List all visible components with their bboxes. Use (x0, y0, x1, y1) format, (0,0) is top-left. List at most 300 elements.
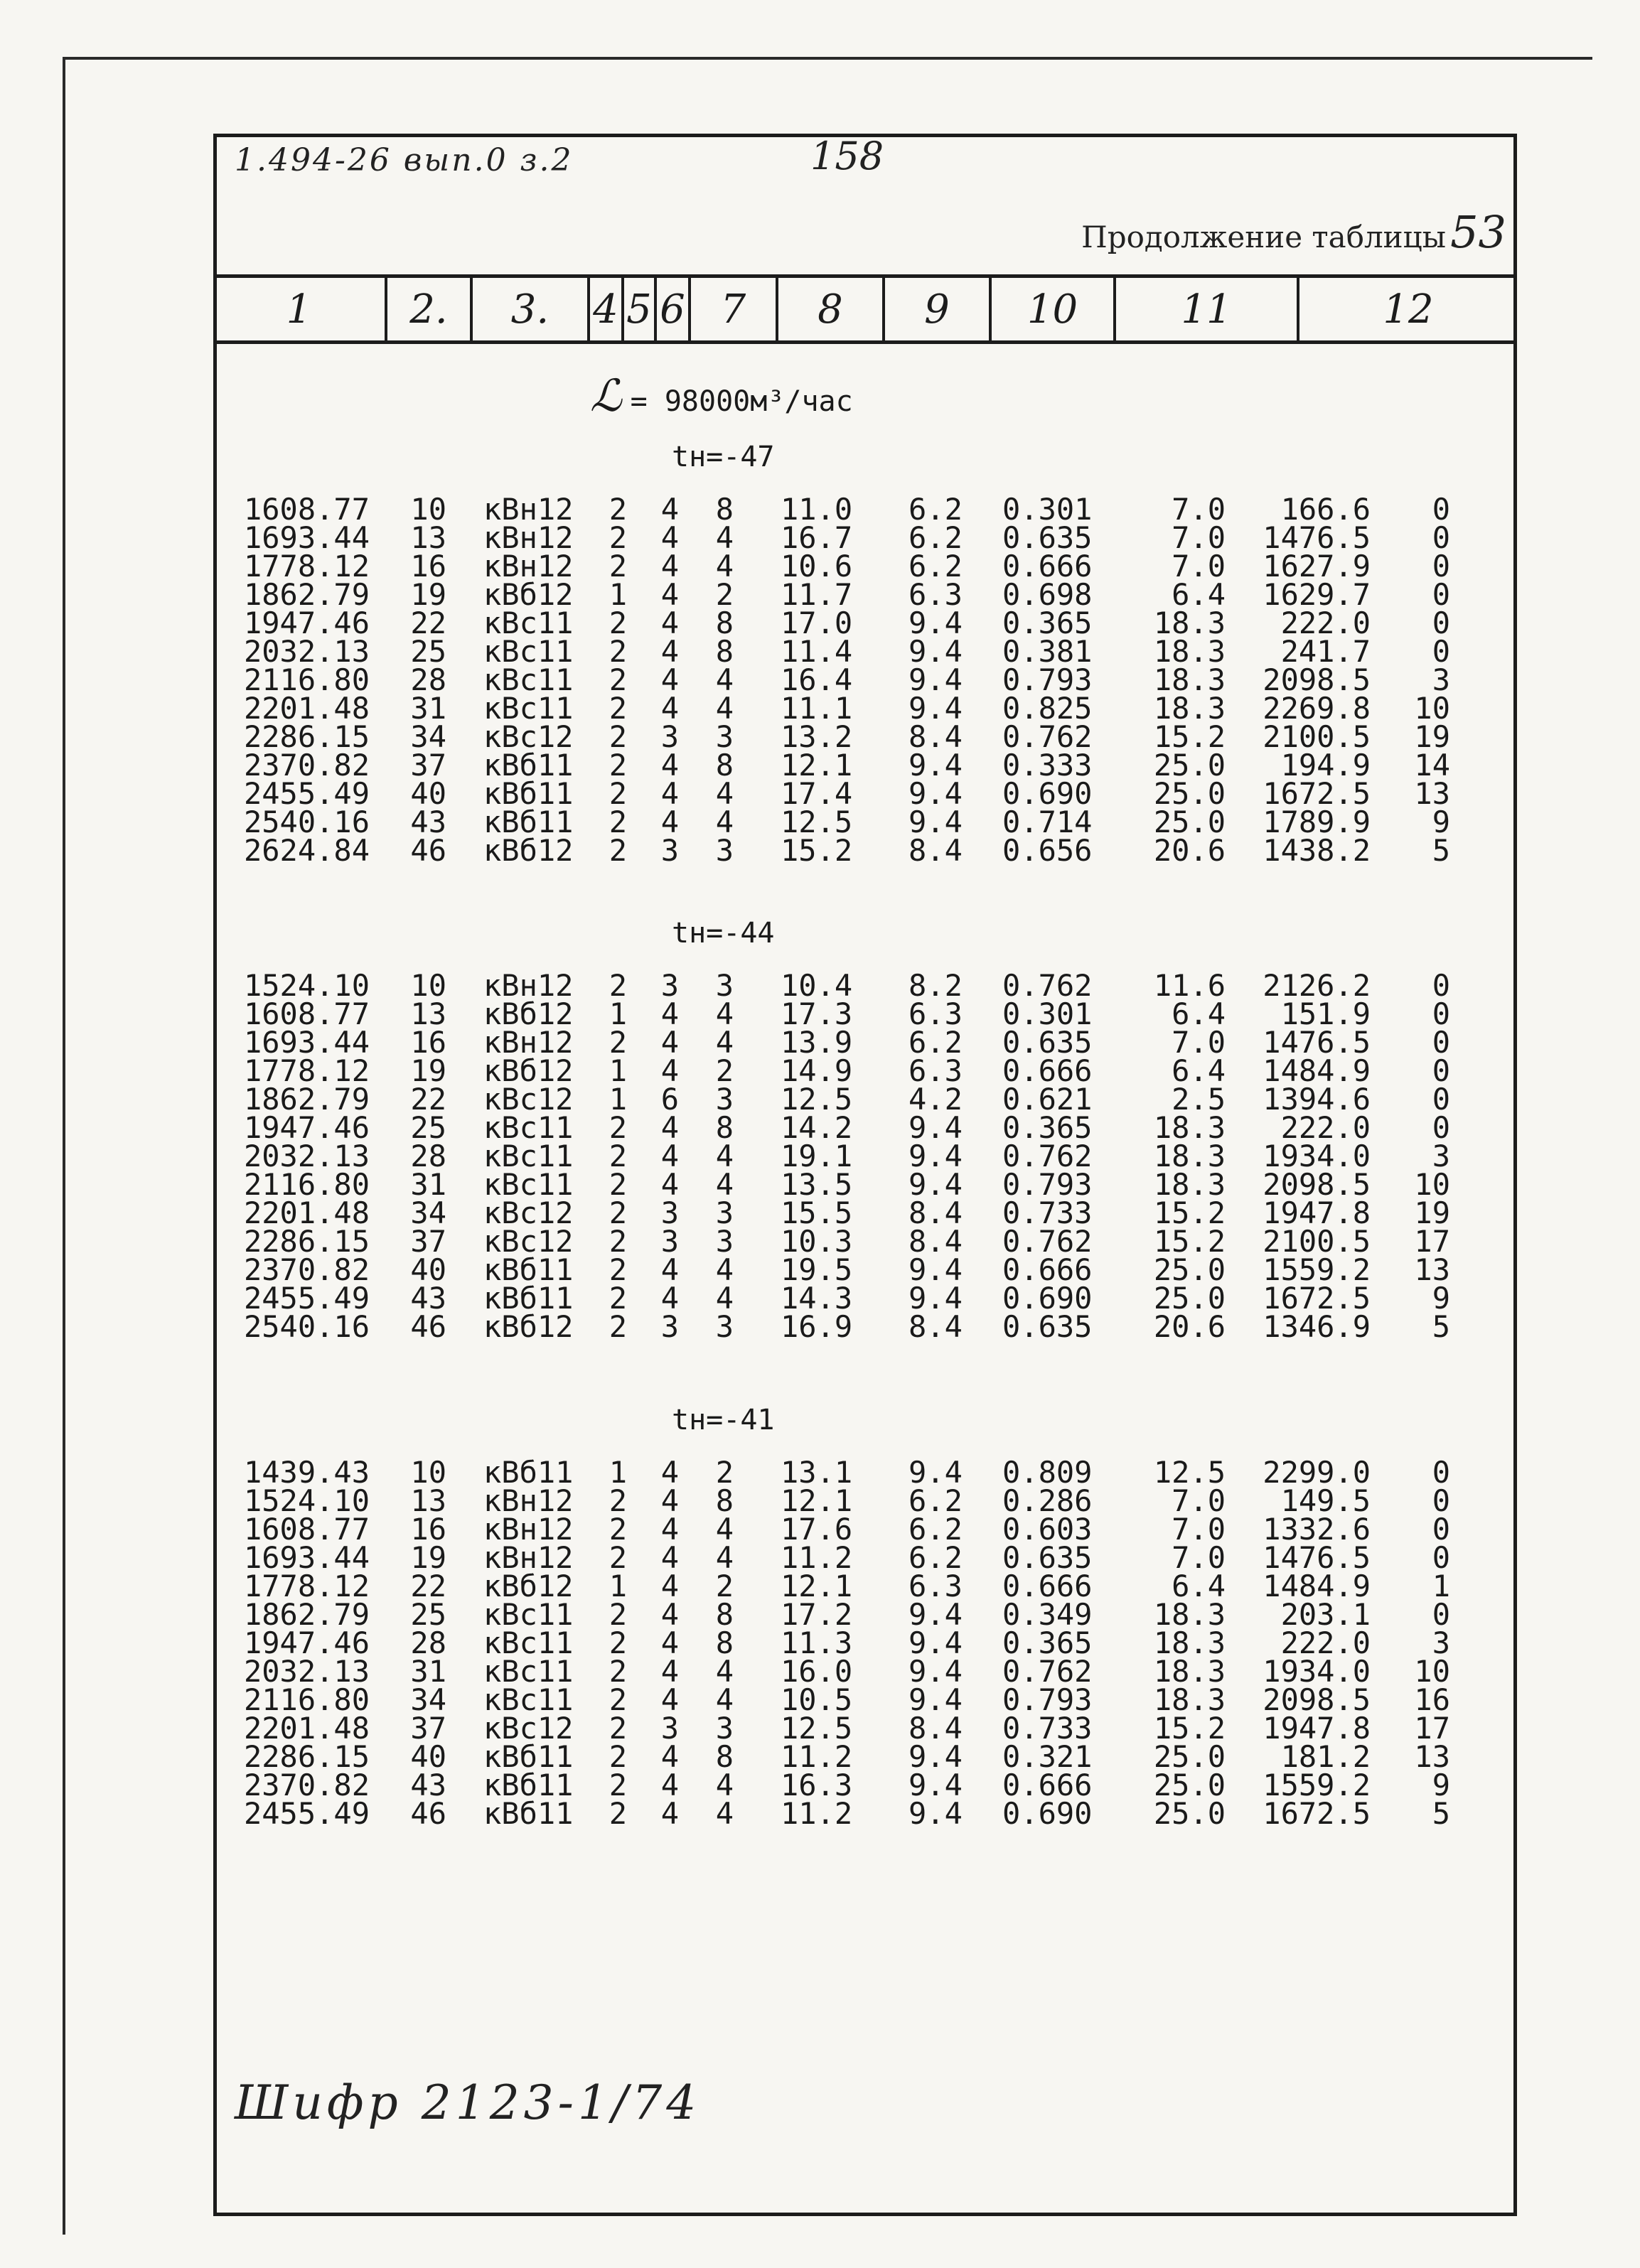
table-cell-col-10: 18.3 (1153, 1654, 1226, 1689)
table-continuation-heading (1081, 206, 1506, 258)
table-row (0, 1281, 1640, 1316)
table-cell-col-2: 10 (410, 1455, 446, 1490)
table-cell-col-10: 18.3 (1153, 1167, 1226, 1202)
table-cell-col-1: 1778.12 (243, 549, 370, 584)
table-cell-col-1: 1693.44 (243, 520, 370, 555)
table-row (0, 1025, 1640, 1060)
table-cell-col-6: 4 (715, 520, 734, 555)
table-cell-col-9: 0.825 (1002, 691, 1093, 726)
table-cell-col-6: 3 (715, 1711, 734, 1746)
table-cell-col-7: 19.5 (781, 1252, 853, 1287)
table-cell-col-7: 12.1 (781, 1483, 853, 1518)
table-cell-col-5: 4 (660, 1167, 679, 1202)
column-header-12: 12 (1383, 286, 1434, 333)
table-row (0, 1167, 1640, 1202)
table-cell-col-9: 0.809 (1002, 1455, 1093, 1490)
table-number: 53 (1450, 206, 1506, 258)
table-cell-col-12: 0 (1432, 549, 1450, 584)
table-cell-col-8: 4.2 (909, 1082, 963, 1117)
continuation-label: Продолжение таблицы (1081, 220, 1447, 254)
table-cell-col-9: 0.349 (1002, 1597, 1093, 1632)
table-cell-col-4: 2 (609, 968, 627, 1003)
column-header-1: 1 (213, 278, 387, 340)
table-cell-col-2: 40 (410, 1739, 446, 1774)
table-cell-col-12: 17 (1414, 1711, 1450, 1746)
table-cell-col-1: 2286.15 (243, 719, 370, 754)
table-cell-col-6: 8 (715, 634, 734, 669)
table-cell-col-4: 2 (609, 691, 627, 726)
table-cell-col-8: 9.4 (909, 1167, 963, 1202)
section-label: tн=-47 (672, 441, 775, 473)
table-cell-col-8: 8.4 (909, 719, 963, 754)
table-cell-col-4: 2 (609, 1512, 627, 1547)
table-cell-col-3: кВб11 (483, 776, 574, 811)
table-cell-col-2: 13 (410, 996, 446, 1031)
table-cell-col-2: 31 (410, 1167, 446, 1202)
table-cell-col-1: 2455.49 (243, 1796, 370, 1831)
table-cell-col-9: 0.762 (1002, 719, 1093, 754)
table-cell-col-7: 11.4 (781, 634, 853, 669)
table-cell-col-6: 3 (715, 1195, 734, 1230)
table-cell-col-12: 13 (1414, 776, 1450, 811)
column-header-5: 5 (624, 278, 657, 340)
table-cell-col-10: 15.2 (1153, 1195, 1226, 1230)
table-cell-col-10: 6.4 (1172, 996, 1226, 1031)
table-cell-col-9: 0.286 (1002, 1483, 1093, 1518)
table-cell-col-2: 34 (410, 1682, 446, 1717)
table-cell-col-3: кВс11 (483, 1682, 574, 1717)
table-cell-col-8: 9.4 (909, 1625, 963, 1660)
table-cell-col-2: 19 (410, 577, 446, 612)
table-row (0, 1796, 1640, 1831)
table-cell-col-3: кВс11 (483, 662, 574, 697)
table-cell-col-3: кВб12 (483, 1569, 574, 1603)
table-cell-col-2: 25 (410, 634, 446, 669)
table-cell-col-11: 2098.5 (1263, 662, 1371, 697)
table-cell-col-4: 2 (609, 1281, 627, 1316)
table-cell-col-5: 4 (660, 1654, 679, 1689)
table-cell-col-3: кВб12 (483, 577, 574, 612)
table-cell-col-10: 25.0 (1153, 1739, 1226, 1774)
table-cell-col-10: 18.3 (1153, 1110, 1226, 1145)
table-cell-col-2: 46 (410, 833, 446, 868)
table-cell-col-5: 4 (660, 1483, 679, 1518)
table-cell-col-11: 1947.8 (1263, 1195, 1371, 1230)
table-cell-col-9: 0.603 (1002, 1512, 1093, 1547)
table-cell-col-6: 2 (715, 1053, 734, 1088)
table-cell-col-7: 14.3 (781, 1281, 853, 1316)
table-row (0, 1455, 1640, 1490)
table-cell-col-9: 0.301 (1002, 996, 1093, 1031)
table-cell-col-10: 18.3 (1153, 691, 1226, 726)
table-cell-col-8: 9.4 (909, 691, 963, 726)
table-cell-col-2: 19 (410, 1540, 446, 1575)
table-cell-col-10: 25.0 (1153, 1768, 1226, 1802)
table-row (0, 691, 1640, 726)
table-cell-col-8: 6.2 (909, 549, 963, 584)
table-cell-col-8: 6.3 (909, 1569, 963, 1603)
table-row (0, 520, 1640, 555)
table-cell-col-11: 151.9 (1280, 996, 1371, 1031)
table-cell-col-5: 4 (660, 662, 679, 697)
table-cell-col-8: 8.4 (909, 1309, 963, 1344)
table-cell-col-10: 7.0 (1172, 1512, 1226, 1547)
table-row (0, 634, 1640, 669)
table-cell-col-5: 4 (660, 492, 679, 527)
table-cell-col-12: 0 (1432, 968, 1450, 1003)
table-cell-col-1: 1693.44 (243, 1540, 370, 1575)
table-cell-col-8: 9.4 (909, 1654, 963, 1689)
table-cell-col-12: 5 (1432, 833, 1450, 868)
table-cell-col-6: 4 (715, 1139, 734, 1173)
table-cell-col-11: 194.9 (1280, 748, 1371, 783)
table-cell-col-2: 22 (410, 606, 446, 640)
table-cell-col-9: 0.690 (1002, 776, 1093, 811)
table-cell-col-4: 2 (609, 492, 627, 527)
table-cell-col-6: 4 (715, 1654, 734, 1689)
table-cell-col-5: 4 (660, 1569, 679, 1603)
table-cell-col-4: 1 (609, 577, 627, 612)
table-cell-col-4: 2 (609, 1711, 627, 1746)
table-cell-col-1: 2370.82 (243, 748, 370, 783)
table-cell-col-7: 10.6 (781, 549, 853, 584)
table-cell-col-10: 11.6 (1153, 968, 1226, 1003)
section-label: tн=-44 (672, 917, 775, 950)
table-cell-col-7: 16.0 (781, 1654, 853, 1689)
table-cell-col-6: 4 (715, 1281, 734, 1316)
table-cell-col-8: 9.4 (909, 1682, 963, 1717)
table-cell-col-8: 9.4 (909, 1796, 963, 1831)
table-cell-col-3: кВб11 (483, 1455, 574, 1490)
table-cell-col-10: 18.3 (1153, 1682, 1226, 1717)
table-cell-col-2: 31 (410, 691, 446, 726)
table-cell-col-1: 2370.82 (243, 1252, 370, 1287)
table-cell-col-1: 2032.13 (243, 1139, 370, 1173)
table-cell-col-9: 0.301 (1002, 492, 1093, 527)
table-cell-col-6: 4 (715, 1540, 734, 1575)
table-cell-col-6: 4 (715, 691, 734, 726)
table-cell-col-2: 46 (410, 1309, 446, 1344)
table-cell-col-8: 9.4 (909, 1768, 963, 1802)
table-cell-col-7: 13.2 (781, 719, 853, 754)
table-cell-col-9: 0.635 (1002, 1309, 1093, 1344)
table-cell-col-11: 181.2 (1280, 1739, 1371, 1774)
table-cell-col-1: 2032.13 (243, 1654, 370, 1689)
table-cell-col-10: 7.0 (1172, 1483, 1226, 1518)
table-cell-col-12: 0 (1432, 1110, 1450, 1145)
table-cell-col-1: 2201.48 (243, 1195, 370, 1230)
table-cell-col-3: кВн12 (483, 1512, 574, 1547)
table-cell-col-3: кВс11 (483, 1167, 574, 1202)
table-cell-col-1: 2201.48 (243, 1711, 370, 1746)
table-cell-col-7: 12.1 (781, 1569, 853, 1603)
table-cell-col-5: 4 (660, 634, 679, 669)
table-cell-col-3: кВн12 (483, 549, 574, 584)
table-cell-col-9: 0.365 (1002, 1110, 1093, 1145)
table-cell-col-6: 4 (715, 805, 734, 839)
table-cell-col-2: 40 (410, 776, 446, 811)
table-cell-col-10: 18.3 (1153, 1597, 1226, 1632)
table-cell-col-4: 1 (609, 1082, 627, 1117)
table-row (0, 805, 1640, 839)
table-cell-col-10: 7.0 (1172, 492, 1226, 527)
flow-symbol: ℒ (590, 370, 622, 421)
table-cell-col-6: 8 (715, 492, 734, 527)
table-cell-col-12: 3 (1432, 1625, 1450, 1660)
table-cell-col-8: 9.4 (909, 1252, 963, 1287)
table-cell-col-7: 11.1 (781, 691, 853, 726)
table-cell-col-9: 0.793 (1002, 1682, 1093, 1717)
column-header-9: 9 (885, 278, 992, 340)
table-cell-col-3: кВб11 (483, 1768, 574, 1802)
table-cell-col-1: 1947.46 (243, 606, 370, 640)
table-cell-col-9: 0.690 (1002, 1796, 1093, 1831)
table-cell-col-7: 17.2 (781, 1597, 853, 1632)
table-cell-col-10: 7.0 (1172, 549, 1226, 584)
table-cell-col-7: 14.9 (781, 1053, 853, 1088)
table-cell-col-7: 11.2 (781, 1796, 853, 1831)
table-cell-col-8: 9.4 (909, 1739, 963, 1774)
table-cell-col-7: 17.3 (781, 996, 853, 1031)
table-cell-col-8: 9.4 (909, 1455, 963, 1490)
table-row (0, 549, 1640, 584)
table-cell-col-6: 4 (715, 1252, 734, 1287)
table-cell-col-9: 0.762 (1002, 1654, 1093, 1689)
table-cell-col-12: 10 (1414, 691, 1450, 726)
table-cell-col-8: 8.2 (909, 968, 963, 1003)
table-cell-col-3: кВс11 (483, 1139, 574, 1173)
table-row (0, 1711, 1640, 1746)
table-cell-col-12: 0 (1432, 1025, 1450, 1060)
table-cell-col-9: 0.635 (1002, 520, 1093, 555)
table-cell-col-2: 34 (410, 719, 446, 754)
table-cell-col-9: 0.635 (1002, 1025, 1093, 1060)
table-cell-col-3: кВс12 (483, 1082, 574, 1117)
table-cell-col-7: 13.1 (781, 1455, 853, 1490)
table-cell-col-5: 3 (660, 833, 679, 868)
table-cell-col-1: 2624.84 (243, 833, 370, 868)
table-cell-col-4: 2 (609, 776, 627, 811)
flow-value: = 98000м³/час (630, 385, 853, 418)
table-cell-col-9: 0.733 (1002, 1195, 1093, 1230)
table-cell-col-6: 2 (715, 1569, 734, 1603)
table-cell-col-11: 1394.6 (1263, 1082, 1371, 1117)
table-cell-col-5: 4 (660, 1281, 679, 1316)
table-cell-col-10: 15.2 (1153, 1224, 1226, 1259)
table-cell-col-8: 6.3 (909, 996, 963, 1031)
table-cell-col-10: 25.0 (1153, 805, 1226, 839)
table-cell-col-11: 1629.7 (1263, 577, 1371, 612)
table-cell-col-2: 31 (410, 1654, 446, 1689)
table-cell-col-5: 4 (660, 1139, 679, 1173)
table-row (0, 606, 1640, 640)
table-cell-col-4: 2 (609, 1796, 627, 1831)
table-cell-col-2: 25 (410, 1110, 446, 1145)
table-row (0, 719, 1640, 754)
table-cell-col-8: 6.2 (909, 1025, 963, 1060)
table-cell-col-12: 0 (1432, 1483, 1450, 1518)
table-cell-col-5: 6 (660, 1082, 679, 1117)
table-cell-col-7: 12.5 (781, 1082, 853, 1117)
table-cell-col-1: 1608.77 (243, 1512, 370, 1547)
table-cell-col-5: 4 (660, 776, 679, 811)
table-cell-col-8: 6.2 (909, 520, 963, 555)
table-cell-col-3: кВб11 (483, 805, 574, 839)
table-cell-col-6: 4 (715, 776, 734, 811)
table-cell-col-2: 16 (410, 1512, 446, 1547)
table-cell-col-10: 18.3 (1153, 634, 1226, 669)
table-cell-col-5: 3 (660, 1195, 679, 1230)
table-cell-col-4: 2 (609, 1309, 627, 1344)
table-cell-col-6: 4 (715, 1512, 734, 1547)
table-cell-col-8: 9.4 (909, 1110, 963, 1145)
table-cell-col-4: 2 (609, 1654, 627, 1689)
table-cell-col-10: 25.0 (1153, 748, 1226, 783)
table-cell-col-2: 37 (410, 1711, 446, 1746)
table-cell-col-11: 1559.2 (1263, 1252, 1371, 1287)
table-cell-col-2: 10 (410, 492, 446, 527)
table-cell-col-11: 1332.6 (1263, 1512, 1371, 1547)
table-cell-col-8: 9.4 (909, 748, 963, 783)
table-cell-col-12: 16 (1414, 1682, 1450, 1717)
table-cell-col-12: 14 (1414, 748, 1450, 783)
table-cell-col-8: 6.2 (909, 492, 963, 527)
table-cell-col-6: 4 (715, 996, 734, 1031)
table-cell-col-8: 6.2 (909, 1512, 963, 1547)
table-cell-col-5: 4 (660, 1252, 679, 1287)
table-cell-col-5: 4 (660, 691, 679, 726)
table-cell-col-9: 0.733 (1002, 1711, 1093, 1746)
table-cell-col-3: кВс11 (483, 691, 574, 726)
table-cell-col-11: 241.7 (1280, 634, 1371, 669)
table-cell-col-10: 7.0 (1172, 1540, 1226, 1575)
table-cell-col-4: 2 (609, 1768, 627, 1802)
table-cell-col-5: 4 (660, 549, 679, 584)
table-cell-col-2: 43 (410, 805, 446, 839)
table-cell-col-1: 1862.79 (243, 1597, 370, 1632)
table-cell-col-5: 4 (660, 805, 679, 839)
table-row (0, 1569, 1640, 1603)
table-cell-col-12: 17 (1414, 1224, 1450, 1259)
table-cell-col-3: кВн12 (483, 1483, 574, 1518)
table-row (0, 1224, 1640, 1259)
table-cell-col-11: 1484.9 (1263, 1569, 1371, 1603)
document-code: 1.494-26 вып.0 з.2 (235, 142, 574, 178)
table-cell-col-2: 22 (410, 1082, 446, 1117)
table-cell-col-12: 0 (1432, 492, 1450, 527)
table-cell-col-2: 28 (410, 1139, 446, 1173)
table-cell-col-3: кВб11 (483, 1281, 574, 1316)
table-cell-col-3: кВб12 (483, 833, 574, 868)
table-cell-col-5: 3 (660, 1711, 679, 1746)
table-cell-col-4: 2 (609, 1540, 627, 1575)
table-cell-col-1: 2201.48 (243, 691, 370, 726)
table-cell-col-12: 0 (1432, 577, 1450, 612)
table-cell-col-5: 3 (660, 1309, 679, 1344)
table-cell-col-10: 25.0 (1153, 1281, 1226, 1316)
table-cell-col-7: 16.9 (781, 1309, 853, 1344)
table-cell-col-9: 0.666 (1002, 1569, 1093, 1603)
table-cell-col-3: кВб12 (483, 996, 574, 1031)
table-cell-col-2: 13 (410, 1483, 446, 1518)
table-cell-col-9: 0.656 (1002, 833, 1093, 868)
table-cell-col-1: 1608.77 (243, 996, 370, 1031)
table-cell-col-10: 18.3 (1153, 606, 1226, 640)
table-cell-col-4: 2 (609, 1682, 627, 1717)
table-cell-col-9: 0.690 (1002, 1281, 1093, 1316)
table-cell-col-11: 1934.0 (1263, 1139, 1371, 1173)
table-cell-col-3: кВн12 (483, 968, 574, 1003)
table-cell-col-10: 15.2 (1153, 719, 1226, 754)
table-cell-col-4: 2 (609, 1025, 627, 1060)
table-cell-col-11: 2299.0 (1263, 1455, 1371, 1490)
table-cell-col-5: 3 (660, 968, 679, 1003)
table-cell-col-7: 15.5 (781, 1195, 853, 1230)
table-cell-col-12: 5 (1432, 1309, 1450, 1344)
table-cell-col-1: 2455.49 (243, 1281, 370, 1316)
table-cell-col-11: 1672.5 (1263, 1796, 1371, 1831)
table-cell-col-3: кВс11 (483, 606, 574, 640)
table-cell-col-5: 4 (660, 1053, 679, 1088)
table-cell-col-11: 1627.9 (1263, 549, 1371, 584)
column-header-7: 7 (691, 278, 778, 340)
table-cell-col-5: 3 (660, 1224, 679, 1259)
table-cell-col-2: 34 (410, 1195, 446, 1230)
table-cell-col-7: 14.2 (781, 1110, 853, 1145)
table-cell-col-12: 19 (1414, 1195, 1450, 1230)
table-cell-col-11: 222.0 (1280, 1625, 1371, 1660)
section-label: tн=-41 (672, 1404, 775, 1436)
table-row (0, 1739, 1640, 1774)
table-cell-col-11: 2100.5 (1263, 1224, 1371, 1259)
table-row (0, 662, 1640, 697)
table-cell-col-10: 2.5 (1172, 1082, 1226, 1117)
table-cell-col-5: 4 (660, 1625, 679, 1660)
table-cell-col-1: 1862.79 (243, 577, 370, 612)
table-cell-col-5: 4 (660, 1796, 679, 1831)
table-cell-col-4: 2 (609, 1597, 627, 1632)
table-cell-col-11: 2098.5 (1263, 1167, 1371, 1202)
table-cell-col-1: 2286.15 (243, 1224, 370, 1259)
table-cell-col-9: 0.666 (1002, 1252, 1093, 1287)
table-cell-col-11: 1346.9 (1263, 1309, 1371, 1344)
table-cell-col-1: 1693.44 (243, 1025, 370, 1060)
table-cell-col-11: 1789.9 (1263, 805, 1371, 839)
table-cell-col-7: 17.0 (781, 606, 853, 640)
column-header-8: 8 (778, 278, 885, 340)
table-cell-col-12: 0 (1432, 606, 1450, 640)
table-cell-col-2: 43 (410, 1281, 446, 1316)
table-cell-col-4: 2 (609, 1110, 627, 1145)
table-cell-col-4: 2 (609, 1739, 627, 1774)
table-cell-col-9: 0.333 (1002, 748, 1093, 783)
table-cell-col-3: кВб11 (483, 1796, 574, 1831)
table-cell-col-4: 2 (609, 1625, 627, 1660)
column-header-2: 2. (387, 278, 473, 340)
table-cell-col-8: 9.4 (909, 606, 963, 640)
footer-cipher: Шифр 2123-1/74 (235, 2075, 701, 2130)
table-cell-col-12: 10 (1414, 1167, 1450, 1202)
table-cell-col-11: 2098.5 (1263, 1682, 1371, 1717)
table-cell-col-4: 2 (609, 719, 627, 754)
table-row (0, 1597, 1640, 1632)
table-cell-col-9: 0.793 (1002, 1167, 1093, 1202)
table-cell-col-6: 4 (715, 1682, 734, 1717)
table-cell-col-3: кВс12 (483, 1224, 574, 1259)
table-cell-col-12: 5 (1432, 1796, 1450, 1831)
table-cell-col-4: 1 (609, 1569, 627, 1603)
table-cell-col-7: 16.3 (781, 1768, 853, 1802)
